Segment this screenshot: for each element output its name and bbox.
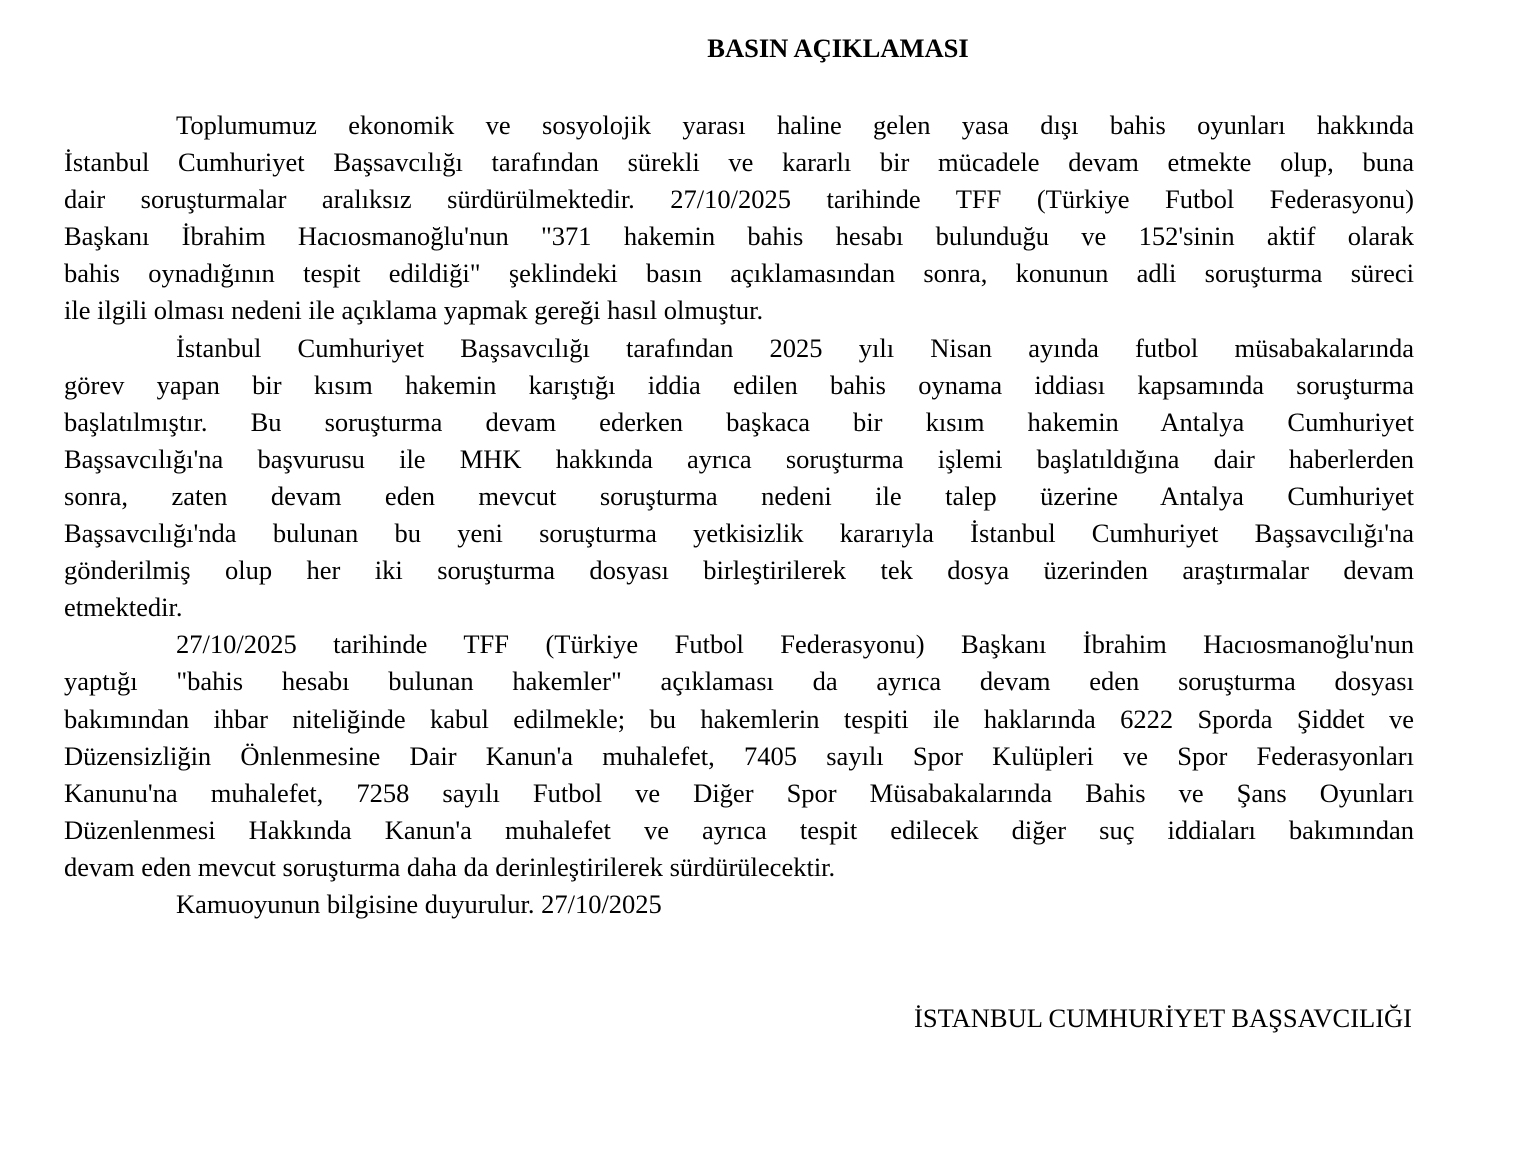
text-line: etmektedir. (64, 592, 183, 623)
paragraph (64, 107, 1414, 330)
text-line: dair soruşturmalar aralıksız sürdürülmektedir. 27/10/2025 tarihinde TFF (Türkiye Futbol Federasyonu) (64, 184, 1414, 215)
text-line: görev yapan bir kısım hakemin karıştığı iddia edilen bahis oynama iddiası kapsamında soruşturma (64, 369, 1414, 400)
paragraph (64, 626, 1414, 886)
text-line: başlatılmıştır. Bu soruşturma devam ederken başkaca bir kısım hakemin Antalya Cumhuriyet (64, 406, 1414, 437)
text-line: 27/10/2025 tarihinde TFF (Türkiye Futbol Federasyonu) Başkanı İbrahim Hacıosmanoğlu'nun (176, 629, 1414, 660)
text-line: Toplumumuz ekonomik ve sosyolojik yarası haline gelen yasa dışı bahis oyunları hakkında (176, 110, 1414, 140)
text-line: İstanbul Cumhuriyet Başsavcılığı tarafından 2025 yılı Nisan ayında futbol müsabakalarında (176, 332, 1414, 363)
text-line: Kanunu'na muhalefet, 7258 sayılı Futbol ve Diğer Spor Müsabakalarında Bahis ve Şans Oyunları (64, 777, 1414, 808)
text-line: yaptığı "bahis hesabı bulunan hakemler" açıklaması da ayrıca devam eden soruşturma dosyası (64, 666, 1414, 697)
text-line: Başkanı İbrahim Hacıosmanoğlu'nun "371 hakemin bahis hesabı bulunduğu ve 152'sinin aktif olarak (64, 221, 1414, 252)
text-line: Başsavcılığı'na başvurusu ile MHK hakkında ayrıca soruşturma işlemi başlatıldığına dair haberlerden (64, 443, 1414, 474)
document-body (64, 107, 1414, 923)
text-line: Başsavcılığı'nda bulunan bu yeni soruşturma yetkisizlik kararıyla İstanbul Cumhuriyet Başsavcılığı'na (64, 518, 1414, 549)
text-line: gönderilmiş olup her iki soruşturma dosyası birleştirilerek tek dosya üzerinden araştırmalar devam (64, 555, 1414, 586)
text-line: Düzenlenmesi Hakkında Kanun'a muhalefet ve ayrıca tespit edilecek diğer suç iddiaları bakımından (64, 814, 1414, 845)
text-line: Kamuoyunun bilgisine duyurulur. 27/10/2025 (176, 888, 662, 919)
paragraph (64, 330, 1414, 627)
text-line: Düzensizliğin Önlenmesine Dair Kanun'a muhalefet, 7405 sayılı Spor Kulüpleri ve Spor Federasyonları (64, 740, 1414, 771)
text-line: ile ilgili olması nedeni ile açıklama yapmak gereği hasıl olmuştur. (64, 295, 764, 326)
text-line: sonra, zaten devam eden mevcut soruşturma nedeni ile talep üzerine Antalya Cumhuriyet (64, 480, 1414, 511)
text-line: bakımından ihbar niteliğinde kabul edilmekle; bu hakemlerin tespiti ile haklarında 6222 Sporda Şiddet ve (64, 703, 1414, 734)
signature: İSTANBUL CUMHURİYET BAŞSAVCILIĞI (914, 1003, 1412, 1033)
document-title: BASIN AÇIKLAMASI (707, 33, 969, 63)
text-line: bahis oynadığının tespit edildiği" şeklindeki basın açıklamasından sonra, konunun adli soruşturma süreci (64, 258, 1414, 289)
text-line: İstanbul Cumhuriyet Başsavcılığı tarafından sürekli ve kararlı bir mücadele devam etmekte olup, buna (64, 147, 1414, 178)
text-line: devam eden mevcut soruşturma daha da derinleştirilerek sürdürülecektir. (64, 851, 836, 882)
paragraph (64, 886, 1414, 923)
